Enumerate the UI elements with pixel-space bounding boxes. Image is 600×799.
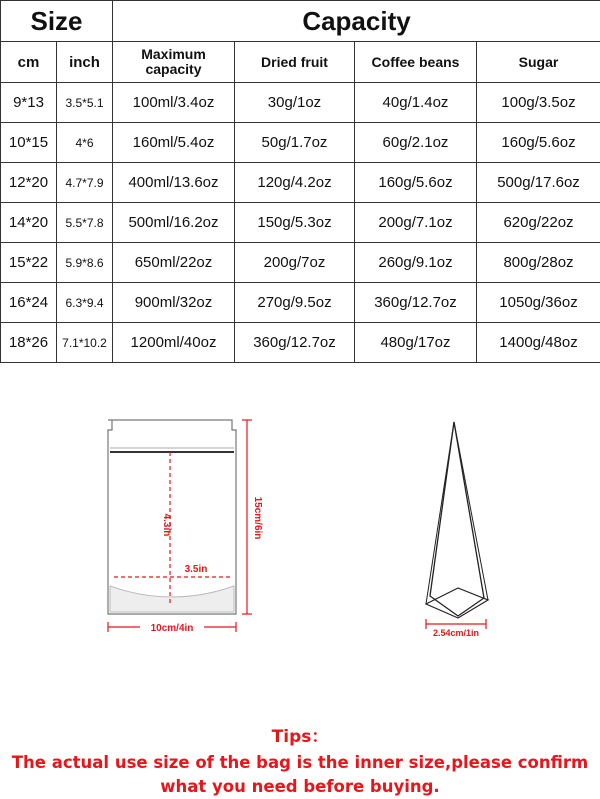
cell-coffee-beans: 260g/9.1oz	[355, 243, 477, 283]
cell-sugar: 1400g/48oz	[477, 323, 600, 363]
cell-coffee-beans: 200g/7.1oz	[355, 203, 477, 243]
cell-max-capacity: 900ml/32oz	[113, 283, 235, 323]
cell-inch: 4*6	[57, 123, 113, 163]
cell-max-capacity: 400ml/13.6oz	[113, 163, 235, 203]
tips-line-2: what you need before buying.	[0, 775, 600, 799]
bag-diagrams	[0, 400, 600, 660]
tips-section	[0, 722, 600, 799]
cell-dried-fruit: 200g/7oz	[235, 243, 355, 283]
cell-dried-fruit: 270g/9.5oz	[235, 283, 355, 323]
column-header-cm: cm	[1, 42, 57, 83]
cell-max-capacity: 100ml/3.4oz	[113, 83, 235, 123]
cell-cm: 18*26	[1, 323, 57, 363]
table-row	[1, 283, 600, 323]
inner-height-label: 4.3in	[161, 514, 172, 537]
cell-dried-fruit: 150g/5.3oz	[235, 203, 355, 243]
cell-dried-fruit: 120g/4.2oz	[235, 163, 355, 203]
column-header-dried-fruit: Dried fruit	[235, 42, 355, 83]
column-header-max-capacity: Maximum capacity	[113, 42, 235, 83]
cell-dried-fruit: 30g/1oz	[235, 83, 355, 123]
tips-line-1: The actual use size of the bag is the inner size,please confirm	[0, 751, 600, 775]
cell-sugar: 620g/22oz	[477, 203, 600, 243]
cell-coffee-beans: 160g/5.6oz	[355, 163, 477, 203]
cell-max-capacity: 500ml/16.2oz	[113, 203, 235, 243]
cell-inch: 4.7*7.9	[57, 163, 113, 203]
cell-cm: 10*15	[1, 123, 57, 163]
cell-inch: 6.3*9.4	[57, 283, 113, 323]
inner-width-label: 3.5in	[185, 564, 208, 575]
table-row	[1, 83, 600, 123]
cell-cm: 12*20	[1, 163, 57, 203]
cell-inch: 3.5*5.1	[57, 83, 113, 123]
cell-inch: 5.5*7.8	[57, 203, 113, 243]
cell-sugar: 160g/5.6oz	[477, 123, 600, 163]
table-row	[1, 123, 600, 163]
cell-sugar: 800g/28oz	[477, 243, 600, 283]
capacity-table	[0, 0, 600, 363]
table-row	[1, 203, 600, 243]
cell-cm: 9*13	[1, 83, 57, 123]
cell-max-capacity: 650ml/22oz	[113, 243, 235, 283]
cell-dried-fruit: 360g/12.7oz	[235, 323, 355, 363]
side-bag-outline	[430, 422, 484, 616]
front-bag-diagram	[108, 420, 263, 634]
gusset-label: 2.54cm/1in	[433, 628, 479, 638]
cell-sugar: 1050g/36oz	[477, 283, 600, 323]
table-row	[1, 163, 600, 203]
column-header-sugar: Sugar	[477, 42, 600, 83]
table-row	[1, 243, 600, 283]
column-header-inch: inch	[57, 42, 113, 83]
cell-cm: 16*24	[1, 283, 57, 323]
cell-coffee-beans: 480g/17oz	[355, 323, 477, 363]
width-label: 10cm/4in	[151, 623, 194, 634]
tips-title: Tips：	[0, 722, 600, 747]
cell-cm: 14*20	[1, 203, 57, 243]
cell-cm: 15*22	[1, 243, 57, 283]
cell-inch: 5.9*8.6	[57, 243, 113, 283]
cell-max-capacity: 160ml/5.4oz	[113, 123, 235, 163]
cell-sugar: 500g/17.6oz	[477, 163, 600, 203]
capacity-header: Capacity	[113, 1, 600, 42]
cell-dried-fruit: 50g/1.7oz	[235, 123, 355, 163]
cell-coffee-beans: 360g/12.7oz	[355, 283, 477, 323]
cell-max-capacity: 1200ml/40oz	[113, 323, 235, 363]
column-header-coffee-beans: Coffee beans	[355, 42, 477, 83]
cell-sugar: 100g/3.5oz	[477, 83, 600, 123]
size-header: Size	[1, 1, 113, 42]
cell-coffee-beans: 40g/1.4oz	[355, 83, 477, 123]
cell-coffee-beans: 60g/2.1oz	[355, 123, 477, 163]
side-bag-diagram	[426, 422, 488, 638]
height-label: 15cm/6in	[252, 497, 263, 540]
table-row	[1, 323, 600, 363]
cell-inch: 7.1*10.2	[57, 323, 113, 363]
